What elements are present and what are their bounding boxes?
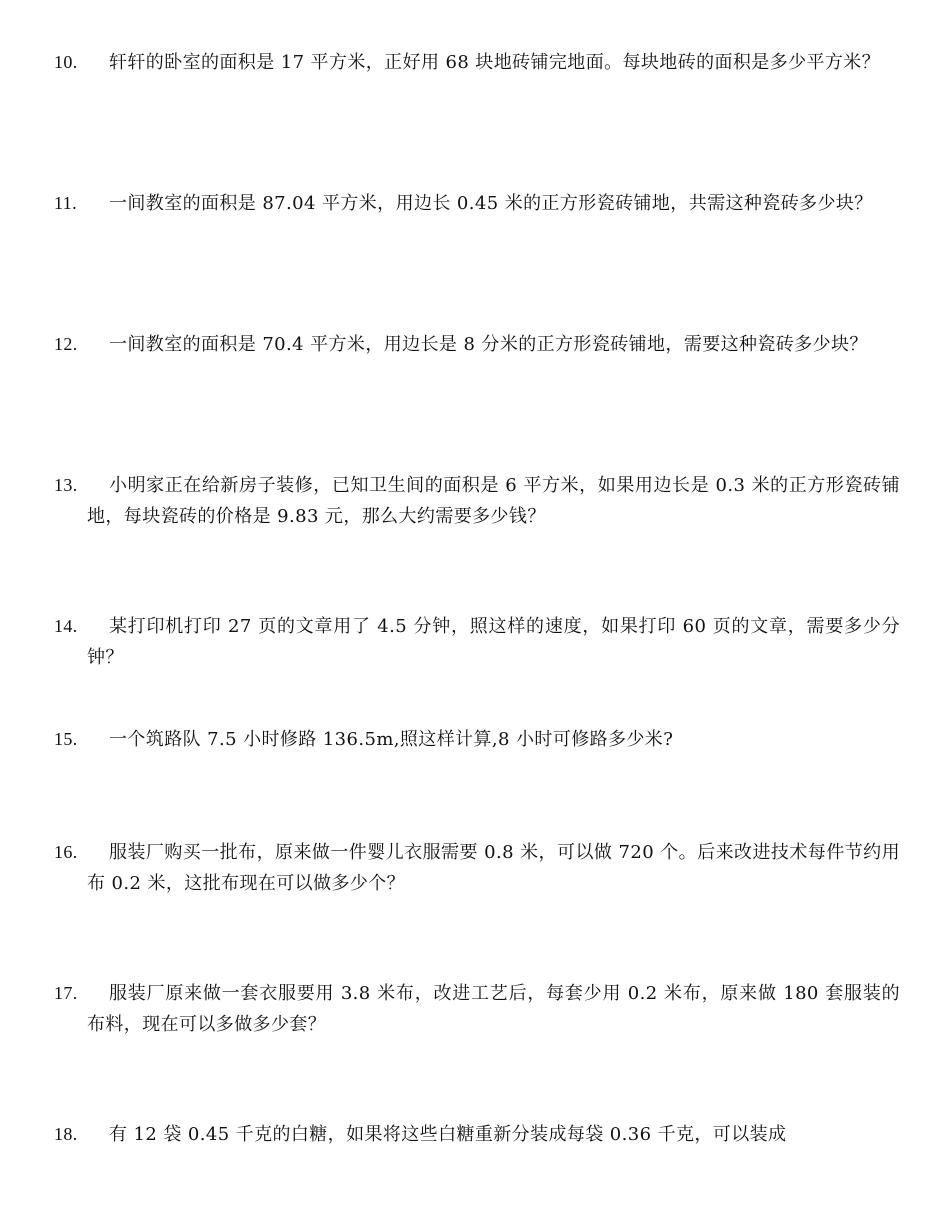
problem-16	[54, 837, 900, 899]
problem-number: 18.	[54, 1124, 78, 1144]
problem-text: 轩轩的卧室的面积是 17 平方米，正好用 68 块地砖铺完地面。每块地砖的面积是多少平方米？	[109, 52, 881, 73]
problem-text: 某打印机打印 27 页的文章用了 4.5 分钟，照这样的速度，如果打印 60 页的文章，需要多少分钟？	[87, 616, 900, 668]
problem-12	[54, 329, 900, 360]
problem-text: 服装厂原来做一套衣服要用 3.8 米布，改进工艺后，每套少用 0.2 米布，原来做 180 套服装的布料，现在可以多做多少套？	[87, 983, 900, 1035]
problem-number: 10.	[54, 52, 78, 72]
problem-number: 16.	[54, 842, 78, 862]
problem-18	[54, 1119, 900, 1150]
problem-number: 11.	[54, 193, 78, 213]
problem-13	[54, 470, 900, 532]
problem-15	[54, 724, 900, 755]
problem-text: 小明家正在给新房子装修，已知卫生间的面积是 6 平方米，如果用边长是 0.3 米的正方形瓷砖铺地，每块瓷砖的价格是 9.83 元，那么大约需要多少钱？	[87, 475, 900, 527]
problem-number: 14.	[54, 616, 78, 636]
problem-14	[54, 611, 900, 673]
problem-17	[54, 978, 900, 1040]
problem-number: 13.	[54, 475, 78, 495]
problem-number: 15.	[54, 729, 78, 749]
problem-10	[54, 47, 900, 78]
problem-11	[54, 188, 900, 219]
problem-number: 12.	[54, 334, 78, 354]
problem-number: 17.	[54, 983, 78, 1003]
problem-text: 一个筑路队 7.5 小时修路 136.5m,照这样计算,8 小时可修路多少米?	[109, 729, 674, 750]
problem-text: 有 12 袋 0.45 千克的白糖，如果将这些白糖重新分装成每袋 0.36 千克，可以装成	[109, 1124, 787, 1145]
problem-text: 服装厂购买一批布，原来做一件婴儿衣服需要 0.8 米，可以做 720 个。后来改进技术每件节约用布 0.2 米，这批布现在可以做多少个？	[87, 842, 900, 894]
problem-text: 一间教室的面积是 70.4 平方米，用边长是 8 分米的正方形瓷砖铺地，需要这种瓷砖多少块？	[109, 334, 868, 355]
problem-text: 一间教室的面积是 87.04 平方米，用边长 0.45 米的正方形瓷砖铺地，共需这种瓷砖多少块？	[109, 193, 873, 214]
